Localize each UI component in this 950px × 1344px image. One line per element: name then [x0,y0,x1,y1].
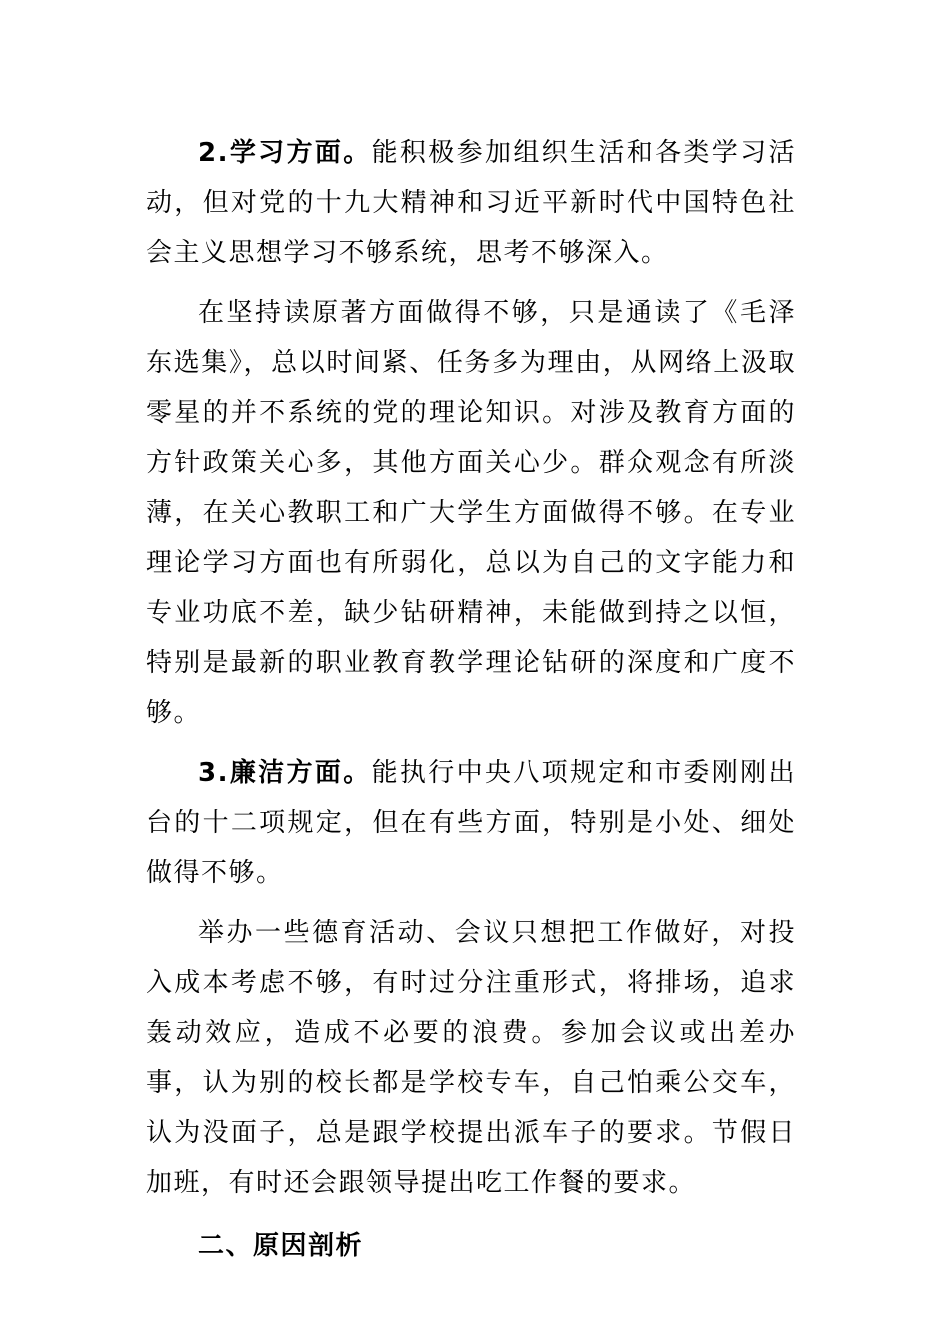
paragraph-integrity-lead: 3.廉洁方面。 [198,758,372,788]
document-page [146,128,796,1271]
paragraph-integrity-text: 能执行中央八项规定和市委刚刚出台的十二项规定，但在有些方面，特别是小处、细处做得不够。 [146,758,796,888]
paragraph-study-lead: 2.学习方面。 [198,138,372,168]
paragraph-integrity-detail: 举办一些德育活动、会议只想把工作做好，对投入成本考虑不够，有时过分注重形式，将排场，追求轰动效应，造成不必要的浪费。参加会议或出差办事，认为别的校长都是学校专车，自己怕乘公交车，认为没面子，总是跟学校提出派车子的要求。节假日加班，有时还会跟领导提出吃工作餐的要求。 [146,918,796,1198]
section-heading: 二、原因剖析 [198,1231,364,1261]
paragraph-study-detail: 在坚持读原著方面做得不够，只是通读了《毛泽东选集》，总以时间紧、任务多为理由，从网络上汲取零星的并不系统的党的理论知识。对涉及教育方面的方针政策关心多，其他方面关心少。群众观念有所淡薄，在关心教职工和广大学生方面做得不够。在专业理论学习方面也有所弱化，总以为自己的文字能力和专业功底不差，缺少钻研精神，未能做到持之以恒，特别是最新的职业教育教学理论钻研的深度和广度不够。 [146,298,796,728]
paragraph-study [146,128,796,278]
paragraph-integrity [146,748,796,898]
paragraph-study-text: 能积极参加组织生活和各类学习活动，但对党的十九大精神和习近平新时代中国特色社会主义思想学习不够系统，思考不够深入。 [146,138,796,268]
